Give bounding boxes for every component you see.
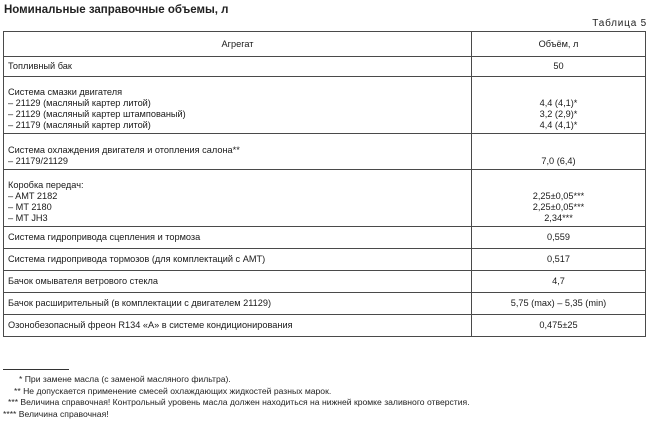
row-name-line: – 21179/21129 (8, 156, 68, 166)
table-row (4, 293, 646, 315)
row-name (4, 249, 472, 271)
row-name-line: Система гидропривода тормозов (для комплектаций с AMT) (8, 254, 266, 264)
row-name (4, 77, 472, 134)
row-value-line: 4,7 (552, 276, 565, 286)
row-value (472, 315, 646, 337)
column-header-volume: Объём, л (472, 32, 646, 57)
table-row (4, 315, 646, 337)
footnote: * При замене масла (с заменой масляного фильтра). (19, 374, 231, 384)
row-value-line: 7,0 (6,4) (541, 156, 576, 166)
row-value (472, 293, 646, 315)
row-name (4, 293, 472, 315)
row-name-line: Топливный бак (8, 61, 72, 71)
row-value-line: 4,4 (4,1)* (539, 98, 578, 108)
footnote: ** Не допускается применение смесей охлаждающих жидкостей разных марок. (14, 385, 332, 396)
footnote-divider (3, 369, 69, 370)
table-row (4, 249, 646, 271)
row-value-line: 0,475±25 (539, 320, 578, 330)
row-value-line: 4,4 (4,1)* (539, 120, 578, 130)
table-row (4, 57, 646, 77)
row-value-line: 2,25±0,05*** (532, 191, 585, 201)
row-value (472, 170, 646, 227)
row-name (4, 134, 472, 170)
table-row (4, 227, 646, 249)
header-row (4, 32, 646, 57)
row-value (472, 134, 646, 170)
footnotes (3, 374, 470, 420)
row-name-line: Система гидропривода сцепления и тормоза (8, 232, 201, 242)
row-value (472, 57, 646, 77)
row-name-line: – MT JH3 (8, 213, 48, 223)
row-name (4, 57, 472, 77)
row-name-line: Система смазки двигателя (8, 87, 123, 97)
table-label: Таблица 5 (592, 18, 647, 29)
row-name-line: – AMT 2182 (8, 191, 58, 201)
table-row (4, 170, 646, 227)
row-value-line: 5,75 (max) – 5,35 (min) (510, 298, 607, 308)
row-name (4, 271, 472, 293)
row-value (472, 249, 646, 271)
row-value-spacer (476, 145, 641, 156)
column-header-unit: Агрегат (4, 32, 472, 57)
table-row (4, 77, 646, 134)
table-row (4, 271, 646, 293)
row-value-line: 0,559 (547, 232, 570, 242)
row-name-line: Бачок расширительный (в комплектации с двигателем 21129) (8, 298, 272, 308)
row-name (4, 170, 472, 227)
capacity-table (3, 31, 646, 337)
row-name-line: Система охлаждения двигателя и отопления салона** (8, 145, 240, 155)
row-name-line: – 21129 (масляный картер штампованый) (8, 109, 186, 119)
row-value-line: 50 (553, 61, 564, 71)
row-value-spacer (476, 87, 641, 98)
table-row (4, 134, 646, 170)
footnote: *** Величина справочная! Контрольный уровень масла должен находиться на нижней кромке заливного отверстия. (8, 397, 470, 408)
row-name-line: Озонобезопасный фреон R134 «А» в системе кондиционирования (8, 320, 293, 330)
footnote: **** Величина справочная! (3, 408, 109, 419)
row-value (472, 77, 646, 134)
row-value (472, 227, 646, 249)
row-name-line: – 21179 (масляный картер литой) (8, 120, 151, 130)
row-value (472, 271, 646, 293)
row-name (4, 315, 472, 337)
row-value-line: 0,517 (547, 254, 570, 264)
row-name-line: Коробка передач: (8, 180, 84, 190)
page-title: Номинальные заправочные объемы, л (4, 4, 229, 16)
row-name (4, 227, 472, 249)
row-value-line: 2,34*** (544, 213, 573, 223)
row-value-line: 2,25±0,05*** (532, 202, 585, 212)
row-value-spacer (476, 180, 641, 191)
row-name-line: – 21129 (масляный картер литой) (8, 98, 151, 108)
row-value-line: 3,2 (2,9)* (539, 109, 578, 119)
row-name-line: – MT 2180 (8, 202, 52, 212)
row-name-line: Бачок омывателя ветрового стекла (8, 276, 159, 286)
